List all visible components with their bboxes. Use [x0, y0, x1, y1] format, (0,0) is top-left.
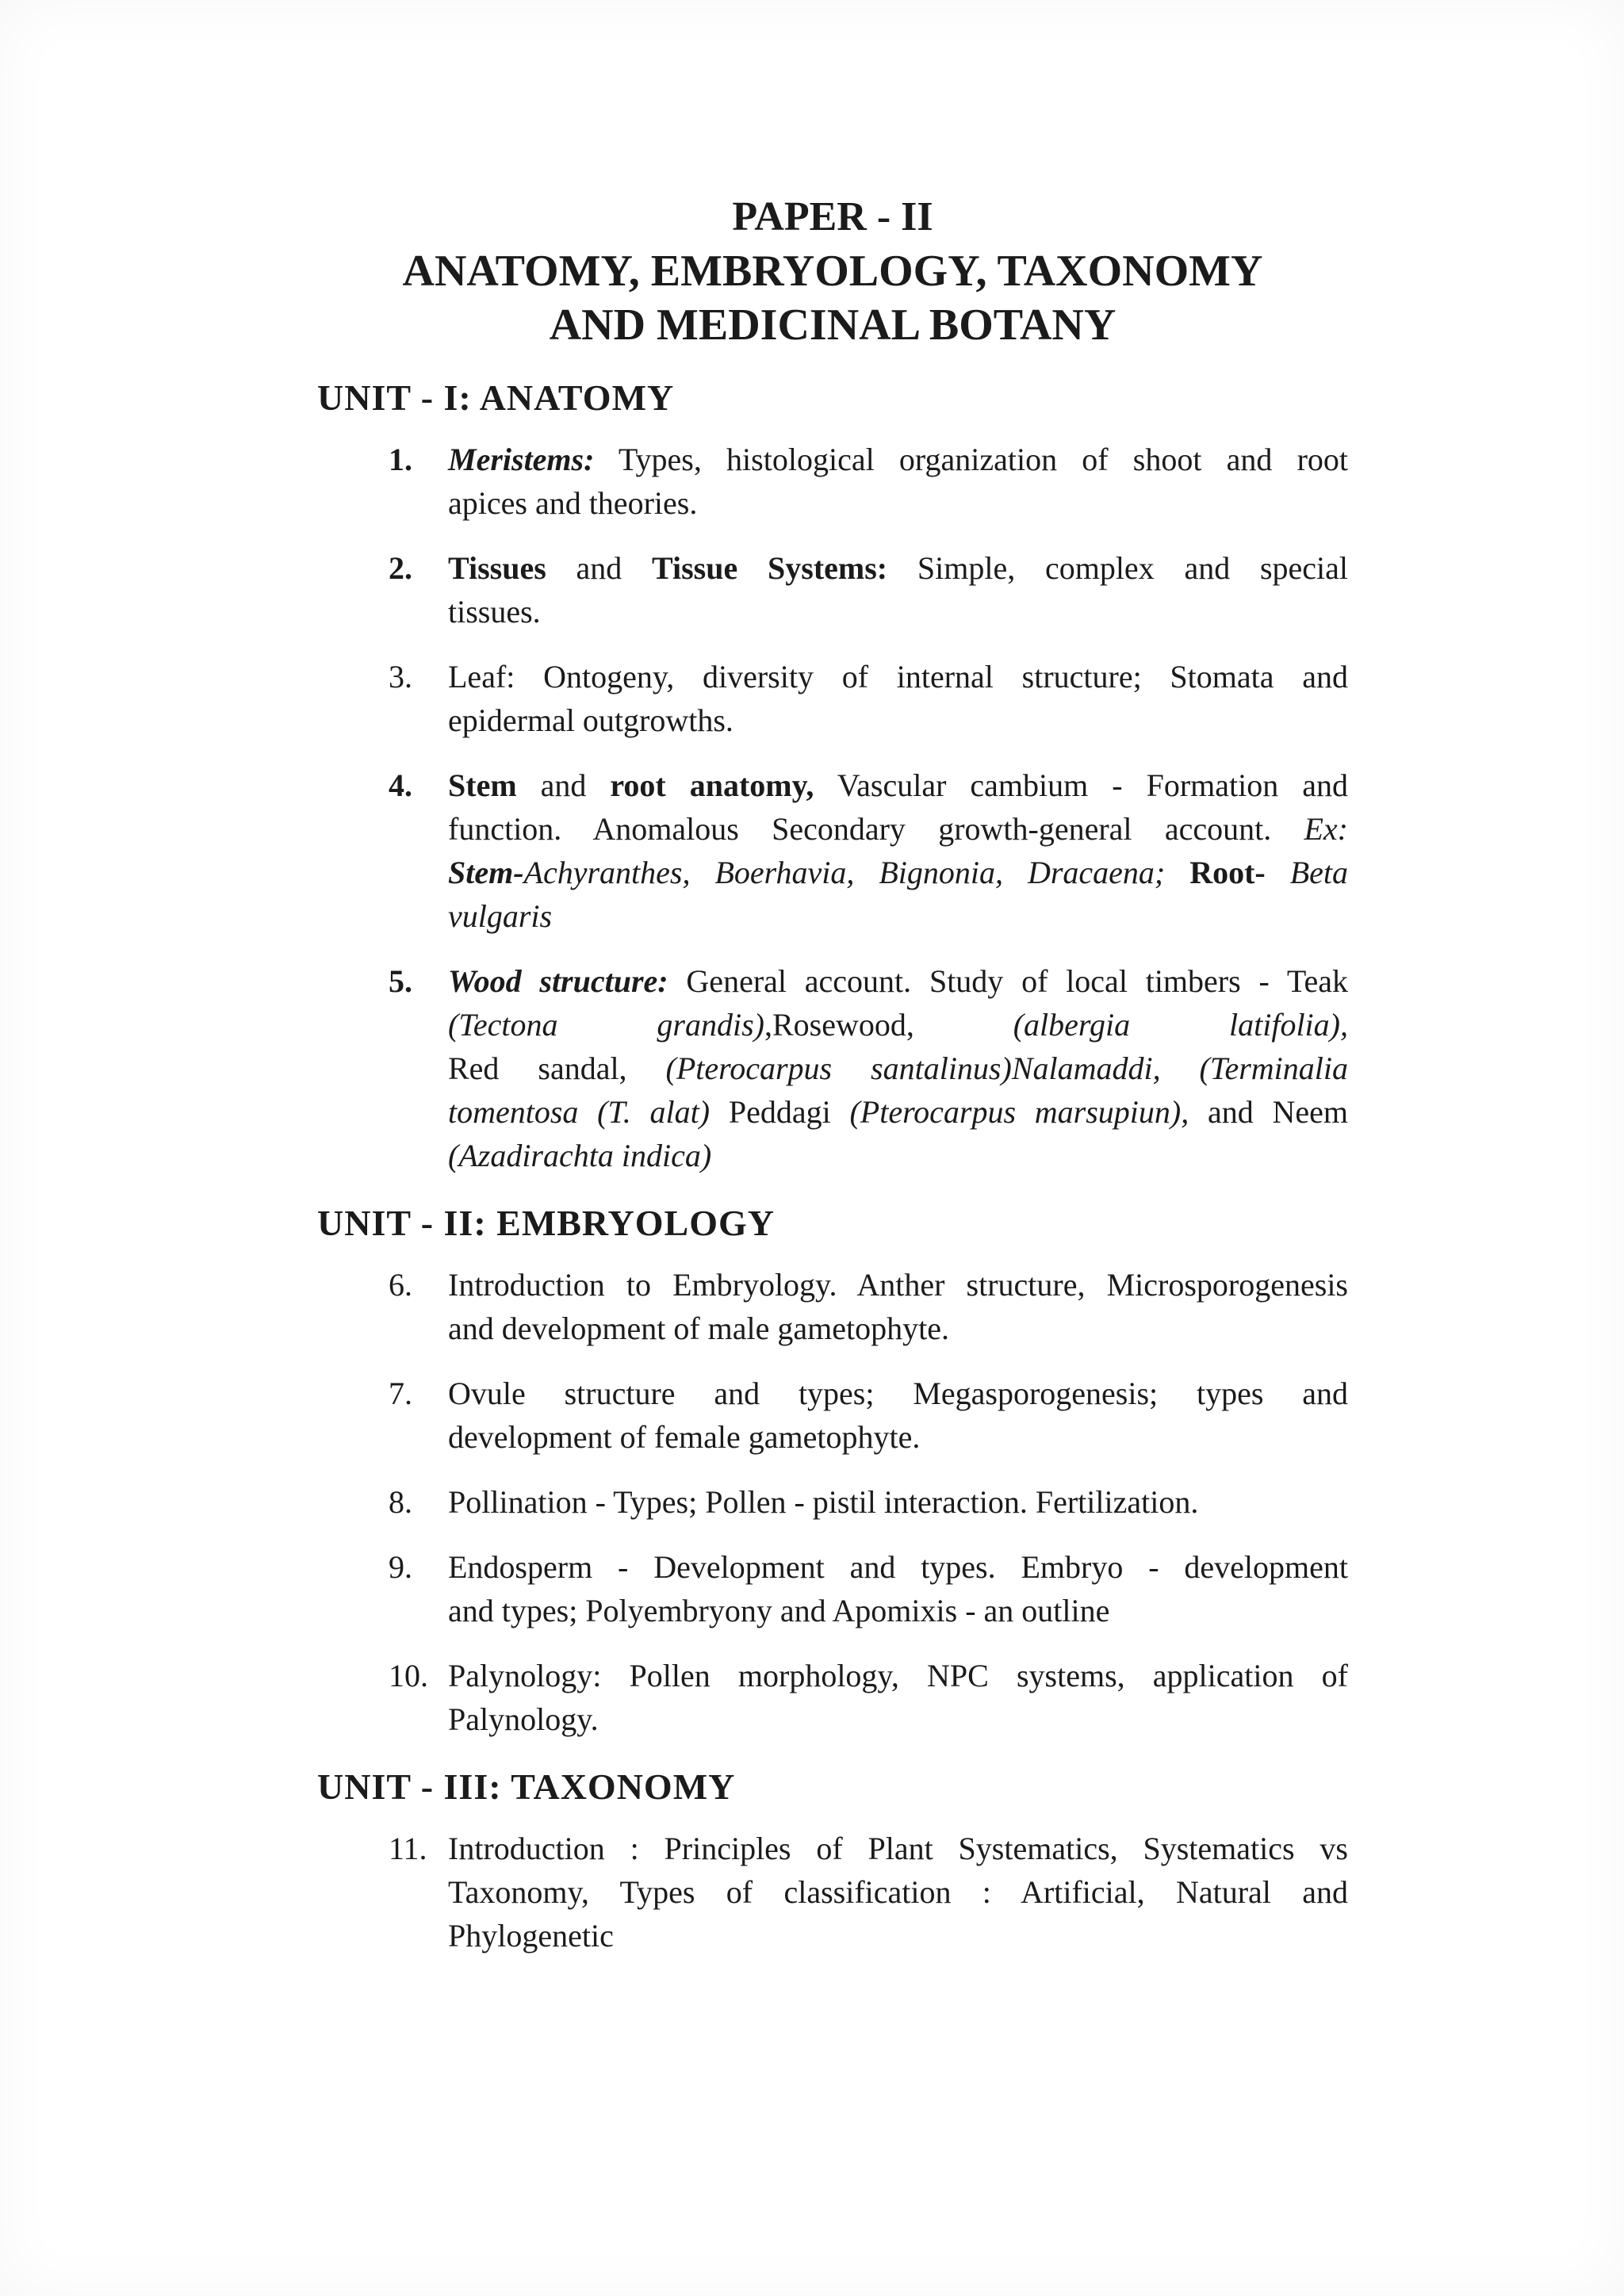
- text-run: Endosperm - Development and types. Embryo - development: [448, 1549, 1348, 1585]
- item-text-line: [448, 1870, 1348, 1914]
- syllabus-item: [317, 1480, 1348, 1524]
- item-number: 2.: [389, 550, 412, 586]
- item-text-line: [448, 1003, 1348, 1047]
- text-run: Tissues: [448, 550, 546, 586]
- item-text-line: [448, 1047, 1348, 1090]
- item-number: 8.: [389, 1484, 412, 1520]
- text-run: Beta: [1289, 855, 1349, 890]
- item-text-line: [448, 1134, 1348, 1177]
- text-run: Stem-: [448, 855, 524, 890]
- item-text-line: [448, 894, 1348, 938]
- paper-subject-title-line1: ANATOMY, EMBRYOLOGY, TAXONOMY: [402, 247, 1263, 296]
- text-run: Introduction : Principles of Plant Systematics, Systematics vs: [448, 1831, 1348, 1866]
- text-run: Leaf: Ontogeny, diversity of internal structure; Stomata and: [448, 659, 1348, 695]
- item-number: 5.: [389, 963, 412, 999]
- item-number: 11.: [389, 1831, 427, 1866]
- text-run: Root-: [1189, 855, 1266, 890]
- text-run: Simple, complex and special: [887, 550, 1349, 586]
- syllabus-content: [317, 376, 1348, 1957]
- item-text-line: [448, 590, 1348, 633]
- item-text-line: [448, 851, 1348, 894]
- text-run: Introduction to Embryology. Anther structure, Microsporogenesis: [448, 1267, 1348, 1303]
- syllabus-item: [317, 655, 1348, 742]
- text-run: General account. Study of local timbers - Teak: [668, 963, 1349, 999]
- item-text-line: [448, 1545, 1348, 1589]
- item-text-line: [448, 1589, 1348, 1632]
- item-text-line: [448, 481, 1348, 525]
- unit-heading: UNIT - III: TAXONOMY: [317, 1766, 736, 1807]
- text-run: and: [546, 550, 653, 586]
- syllabus-item: [317, 1372, 1348, 1459]
- text-run: function. Anomalous Secondary growth-general account.: [448, 811, 1304, 847]
- text-run: [1266, 855, 1290, 890]
- item-text-line: [448, 959, 1348, 1003]
- text-run: (Pterocarpus santalinus)Nalamaddi, (Terminalia: [665, 1050, 1348, 1086]
- item-text-line: [448, 1307, 1348, 1350]
- text-run: Palynology: Pollen morphology, NPC systems, application of: [448, 1658, 1348, 1693]
- text-run: development of female gametophyte.: [448, 1419, 921, 1455]
- item-text-line: [448, 546, 1348, 590]
- item-number: 7.: [389, 1376, 412, 1411]
- text-run: Types, histological organization of shoot and root: [594, 442, 1348, 477]
- text-run: epidermal outgrowths.: [448, 702, 733, 738]
- text-run: (Azadirachta indica): [448, 1138, 712, 1173]
- syllabus-item: [317, 546, 1348, 633]
- item-text-line: [448, 698, 1348, 742]
- text-run: Stem: [448, 767, 517, 803]
- syllabus-item: [317, 1827, 1348, 1957]
- text-run: Ovule structure and types; Megasporogenesis; types and: [448, 1376, 1348, 1411]
- syllabus-item: [317, 438, 1348, 525]
- syllabus-item: [317, 1654, 1348, 1741]
- syllabus-item: [317, 1545, 1348, 1632]
- text-run: Red sandal,: [448, 1050, 666, 1086]
- syllabus-item: [317, 959, 1348, 1177]
- text-run: (albergia latifolia),: [1013, 1007, 1348, 1043]
- item-text-line: [448, 1914, 1348, 1957]
- item-text-line: [448, 1697, 1348, 1741]
- text-run: and Neem: [1189, 1094, 1349, 1130]
- item-text-line: [448, 1827, 1348, 1870]
- text-run: Taxonomy, Types of classification : Artificial, Natural and: [448, 1874, 1348, 1910]
- syllabus-item: [317, 1263, 1348, 1350]
- text-run: tissues.: [448, 594, 541, 629]
- item-text-line: [448, 1654, 1348, 1697]
- item-text-line: [448, 655, 1348, 698]
- item-text-line: [448, 1372, 1348, 1415]
- item-number: 10.: [389, 1658, 428, 1693]
- text-run: Ex:: [1304, 811, 1348, 847]
- text-run: tomentosa (T. alat): [448, 1094, 710, 1130]
- text-run: and types; Polyembryony and Apomixis - an outline: [448, 1593, 1110, 1628]
- item-text-line: [448, 1263, 1348, 1307]
- syllabus-item: [317, 763, 1348, 938]
- document-header: [317, 0, 1348, 352]
- unit-heading: UNIT - II: EMBRYOLOGY: [317, 1203, 775, 1243]
- text-run: Achyranthes, Boerhavia, Bignonia, Dracaena;: [523, 855, 1166, 890]
- item-text-line: [448, 1480, 1348, 1524]
- unit-heading: UNIT - I: ANATOMY: [317, 377, 675, 418]
- text-run: apices and theories.: [448, 485, 698, 521]
- text-run: and: [516, 767, 611, 803]
- text-run: Meristems:: [448, 442, 595, 477]
- item-text-line: [448, 807, 1348, 851]
- text-run: ,Rosewood,: [764, 1007, 1013, 1043]
- item-number: 6.: [389, 1267, 412, 1303]
- text-run: Palynology.: [448, 1701, 599, 1737]
- text-run: Tissue Systems:: [652, 550, 888, 586]
- text-run: Wood structure:: [448, 963, 668, 999]
- text-run: Phylogenetic: [448, 1918, 614, 1954]
- text-run: vulgaris: [448, 898, 553, 934]
- paper-number-title: PAPER - II: [732, 194, 933, 239]
- text-run: Peddagi: [710, 1094, 850, 1130]
- text-run: [1165, 855, 1189, 890]
- text-run: Pollination - Types; Pollen - pistil interaction. Fertilization.: [448, 1484, 1199, 1520]
- text-run: (Tectona grandis): [448, 1007, 764, 1043]
- item-text-line: [448, 1090, 1348, 1134]
- text-run: Vascular cambium - Formation and: [814, 767, 1348, 803]
- text-run: root anatomy,: [610, 767, 814, 803]
- item-number: 9.: [389, 1549, 412, 1585]
- text-run: (Pterocarpus marsupiun),: [849, 1094, 1189, 1130]
- item-number: 3.: [389, 659, 412, 695]
- paper-subject-title-line2: AND MEDICINAL BOTANY: [549, 300, 1116, 350]
- item-text-line: [448, 1415, 1348, 1459]
- item-number: 4.: [389, 767, 412, 803]
- text-run: and development of male gametophyte.: [448, 1311, 950, 1346]
- item-number: 1.: [389, 442, 412, 477]
- item-text-line: [448, 438, 1348, 481]
- item-text-line: [448, 763, 1348, 807]
